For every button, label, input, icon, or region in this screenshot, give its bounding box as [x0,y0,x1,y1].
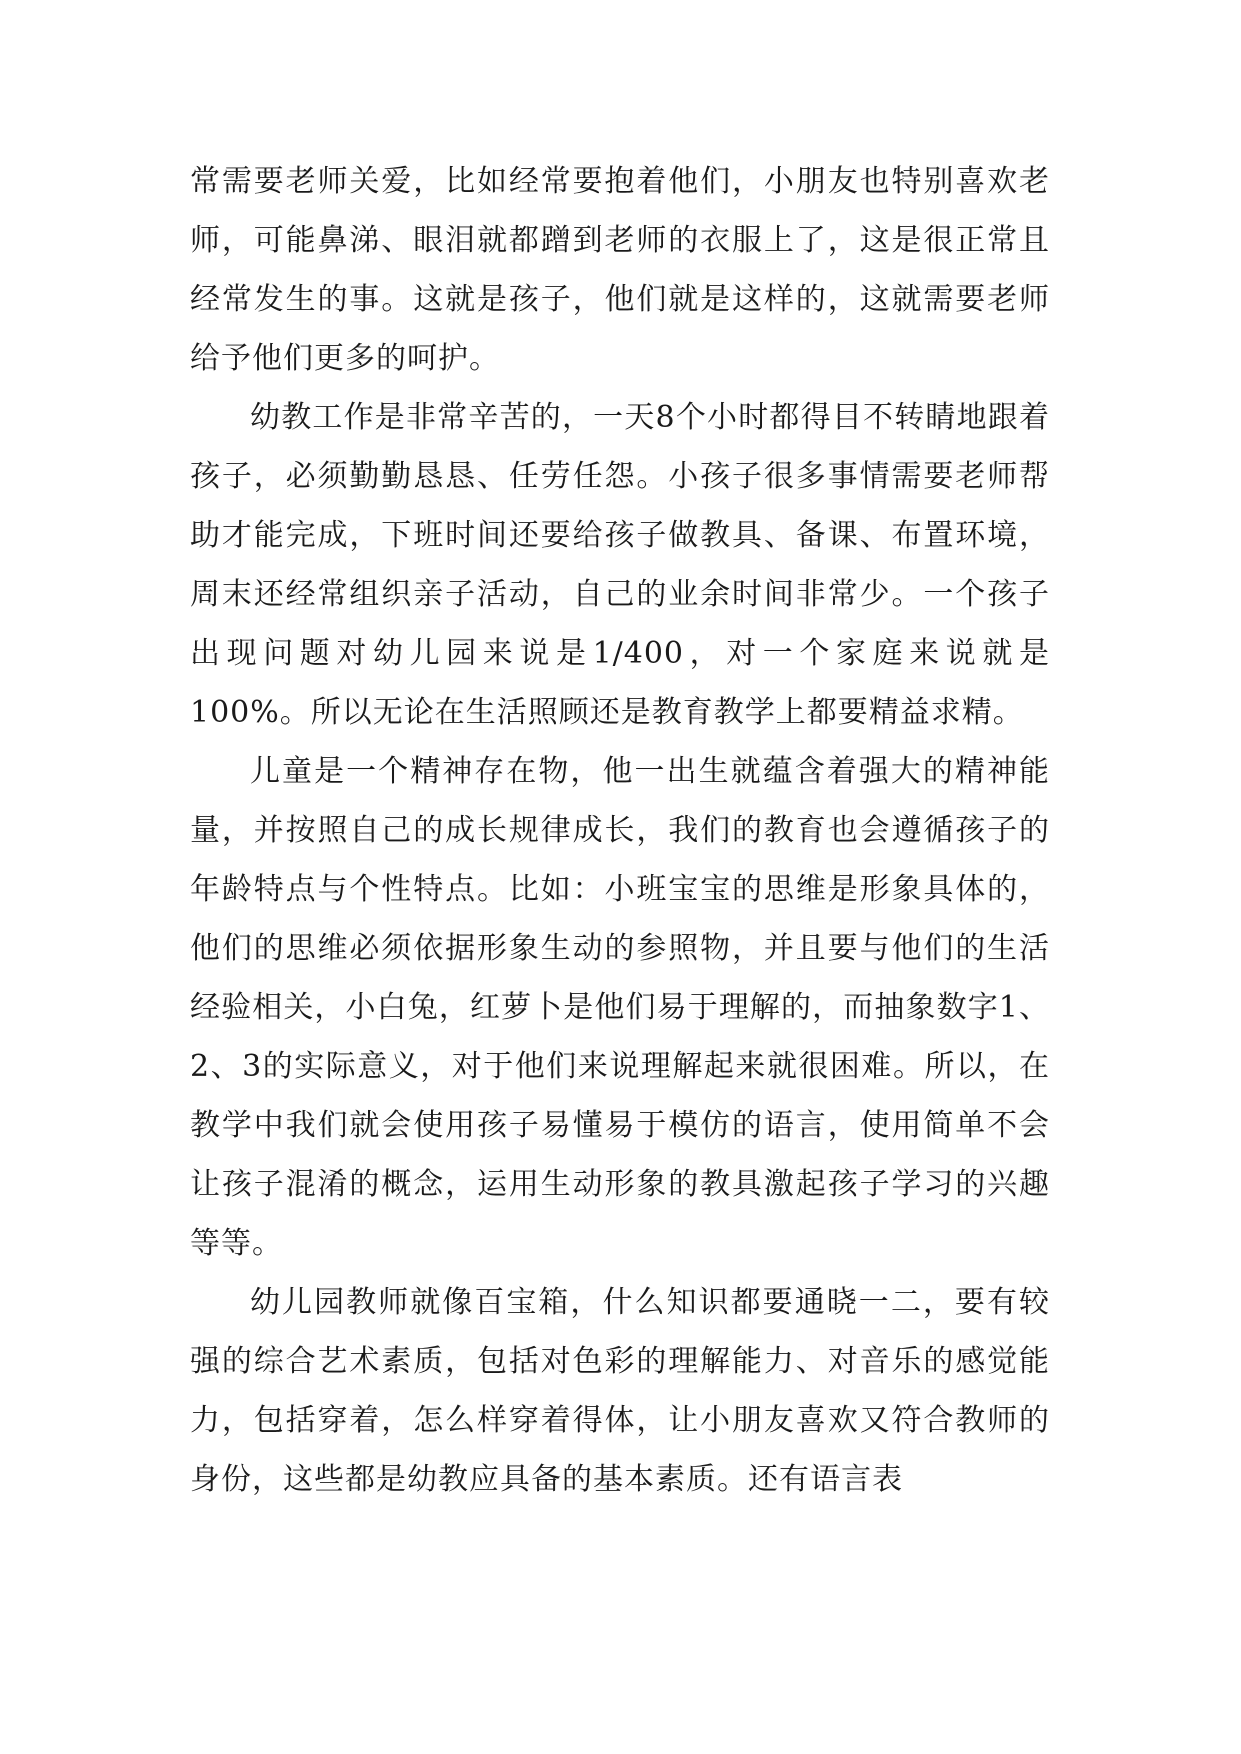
paragraph-3: 儿童是一个精神存在物，他一出生就蕴含着强大的精神能量，并按照自己的成长规律成长，我们的教育也会遵循孩子的年龄特点与个性特点。比如：小班宝宝的思维是形象具体的，他们的思维必须依据形象生动的参照物，并且要与他们的生活经验相关，小白兔，红萝卜是他们易于理解的，而抽象数字1、2、3的实际意义，对于他们来说理解起来就很困难。所以，在教学中我们就会使用孩子易懂易于模仿的语言，使用简单不会让孩子混淆的概念，运用生动形象的教具激起孩子学习的兴趣等等。 [190,754,1050,1261]
paragraph-2: 幼教工作是非常辛苦的，一天8个小时都得目不转睛地跟着孩子，必须勤勤恳恳、任劳任怨。小孩子很多事情需要老师帮助才能完成，下班时间还要给孩子做教具、备课、布置环境，周末还经常组织亲子活动，自己的业余时间非常少。一个孩子出现问题对幼儿园来说是1/400，对一个家庭来说就是100%。所以无论在生活照顾还是教育教学上都要精益求精。 [190,400,1050,730]
paragraph-4: 幼儿园教师就像百宝箱，什么知识都要通晓一二，要有较强的综合艺术素质，包括对色彩的理解能力、对音乐的感觉能力，包括穿着，怎么样穿着得体，让小朋友喜欢又符合教师的身份，这些都是幼教应具备的基本素质。还有语言表 [190,1285,1050,1497]
document-body [190,152,1050,1509]
paragraph-1: 常需要老师关爱，比如经常要抱着他们，小朋友也特别喜欢老师，可能鼻涕、眼泪就都蹭到老师的衣服上了，这是很正常且经常发生的事。这就是孩子，他们就是这样的，这就需要老师给予他们更多的呵护。 [190,164,1050,376]
